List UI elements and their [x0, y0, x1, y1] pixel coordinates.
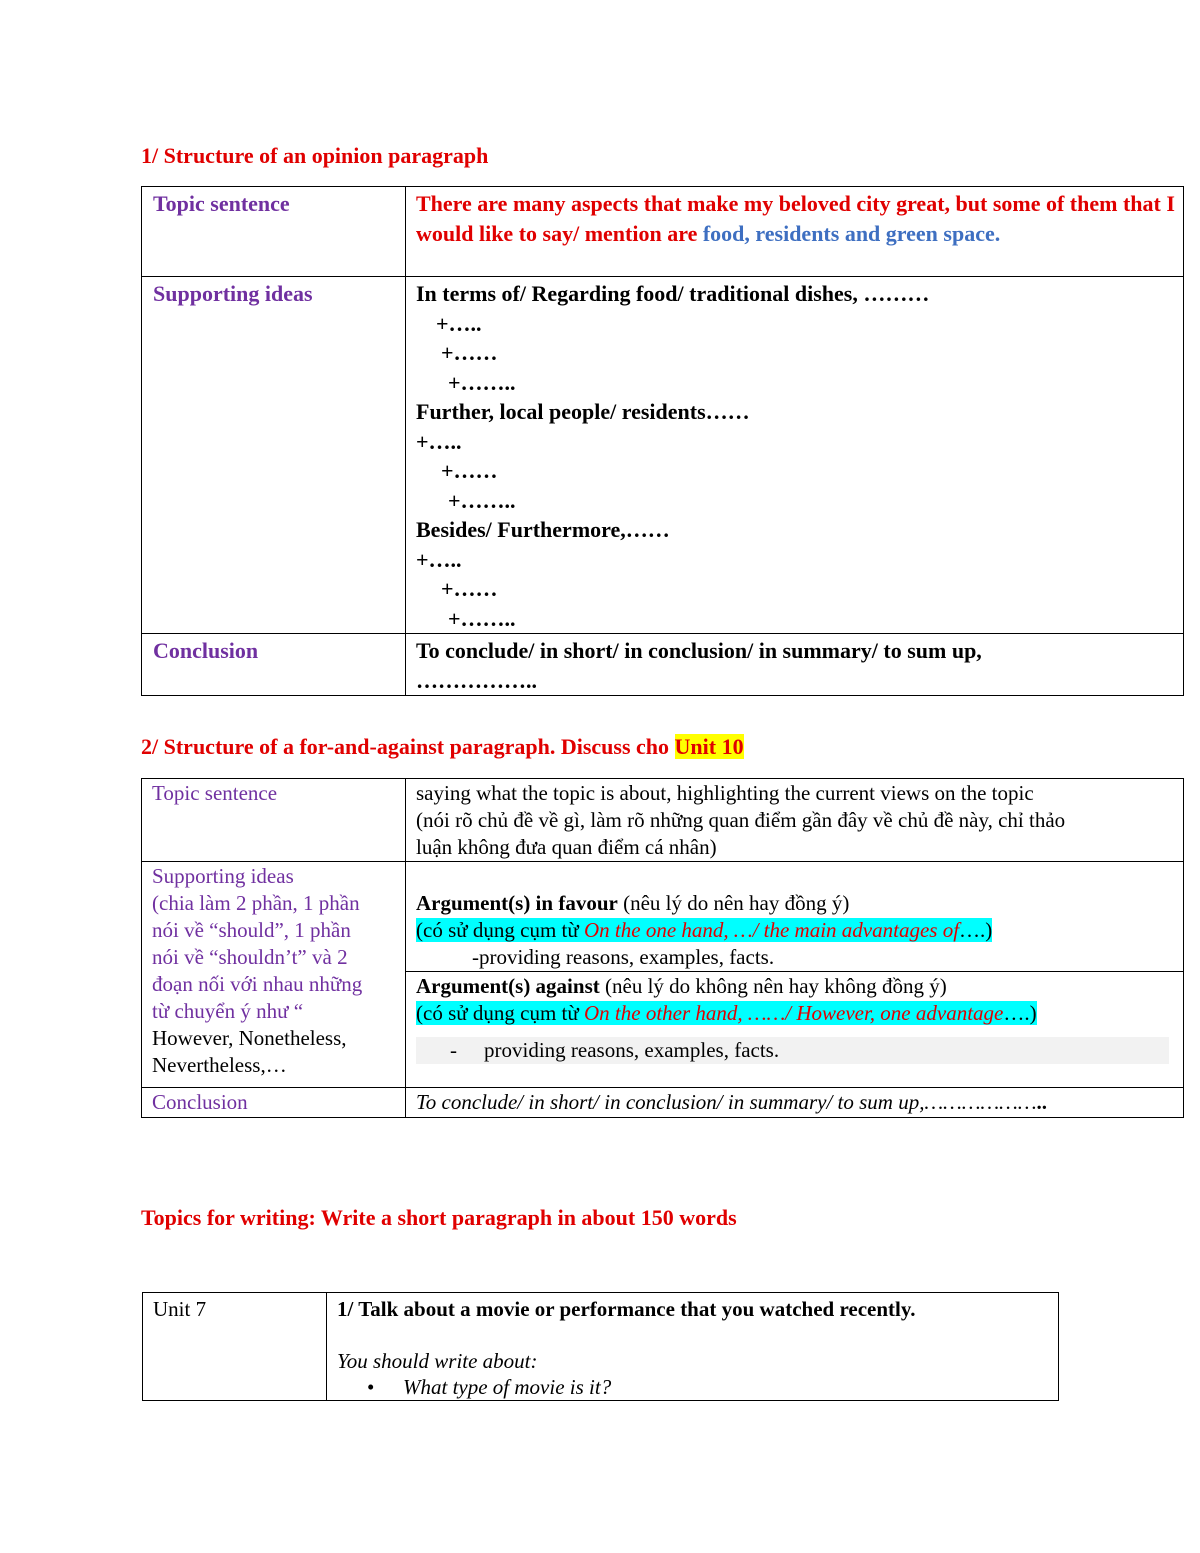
argument-favour-cell — [406, 862, 1184, 972]
list-item: +…… — [441, 458, 498, 483]
conclusion-end: .. — [1036, 1090, 1048, 1114]
label-line: However, Nonetheless, — [152, 1026, 347, 1050]
topic-line: (nói rõ chủ đề về gì, làm rõ những quan điểm gần đây về chủ đề này, chỉ thảo — [416, 808, 1066, 832]
favour-note: (nêu lý do nên hay đồng ý) — [617, 891, 850, 915]
list-item: +…… — [441, 576, 498, 601]
phrase-italic: On the one hand, …/ the main advantages of — [584, 918, 960, 942]
label-line: từ chuyển ý như “ — [152, 999, 304, 1023]
phrase-suffix: ….) — [1003, 1001, 1037, 1025]
conclusion-line: …………….. — [416, 667, 537, 693]
topic-sentence-red-text: There are many aspects that make my beloved city great, but some of them that I would like to say/ mention are — [416, 191, 1175, 246]
list-item: +…….. — [448, 487, 516, 513]
topic-line: luận không đưa quan điểm cá nhân) — [416, 835, 717, 859]
against-phrase — [416, 1001, 1037, 1025]
conclusion-label: Conclusion — [142, 634, 406, 696]
conclusion-label: Conclusion — [142, 1088, 406, 1118]
list-item: +….. — [416, 428, 462, 454]
against-phrase-line — [416, 1000, 1183, 1027]
label-line: nói về “should”, 1 phần — [152, 918, 351, 942]
table-row — [142, 187, 1184, 277]
phrase-suffix: ….) — [959, 918, 993, 942]
label-line: Supporting ideas — [152, 864, 294, 888]
opinion-structure-table — [141, 186, 1184, 696]
table-row — [142, 1088, 1184, 1118]
topic-cell — [327, 1293, 1059, 1401]
topic-sentence-label: Topic sentence — [142, 187, 406, 277]
topics-table — [142, 1292, 1059, 1401]
argument-against-cell — [406, 972, 1184, 1088]
section-3-heading: Topics for writing: Write a short paragraph in about 150 words — [141, 1205, 737, 1230]
list-item: +….. — [416, 546, 462, 572]
favour-reason: -providing reasons, examples, facts. — [472, 945, 775, 969]
against-reason-line — [416, 1037, 1169, 1064]
against-title-line — [416, 973, 1183, 1000]
table-row — [142, 862, 1184, 972]
conclusion-italic: To conclude/ in short/ in conclusion/ in summary/ to sum up,……………… — [416, 1090, 1037, 1114]
table-row — [142, 277, 1184, 634]
topic-title: 1/ Talk about a movie or performance that you watched recently. — [337, 1297, 916, 1321]
list-item: Besides/ Furthermore,…… — [416, 517, 670, 542]
supporting-ideas-text — [406, 277, 1184, 634]
reason-dash: - — [450, 1038, 457, 1062]
list-item: +…… — [441, 340, 498, 365]
topic-sentence-text — [406, 187, 1184, 277]
against-note: (nêu lý do không nên hay không đồng ý) — [599, 974, 947, 998]
table-row — [142, 634, 1184, 696]
unit-highlight: Unit 10 — [674, 734, 744, 759]
conclusion-text — [406, 1088, 1184, 1118]
list-item: +….. — [436, 310, 482, 336]
section-2-heading — [141, 734, 744, 760]
favour-phrase — [416, 918, 992, 942]
bullet-icon: • — [367, 1375, 375, 1399]
phrase-prefix: (có sử dụng cụm từ — [416, 918, 584, 942]
topic-sentence-label: Topic sentence — [142, 779, 406, 862]
topic-prompt: You should write about: — [337, 1349, 538, 1373]
unit-label: Unit 7 — [143, 1293, 327, 1401]
favour-phrase-line — [416, 917, 1183, 944]
for-against-structure-table — [141, 778, 1184, 1118]
table-row — [142, 779, 1184, 862]
list-item — [337, 1374, 1058, 1400]
label-line: đoạn nối với nhau những — [152, 972, 363, 996]
label-line: (chia làm 2 phần, 1 phần — [152, 891, 360, 915]
supporting-ideas-label: Supporting ideas — [142, 277, 406, 634]
section-2-heading-text: 2/ Structure of a for-and-against paragraph. Discuss cho — [141, 734, 675, 759]
list-item: In terms of/ Regarding food/ traditional dishes, ……… — [416, 281, 930, 306]
label-line: nói về “shouldn’t” và 2 — [152, 945, 348, 969]
phrase-prefix: (có sử dụng cụm từ — [416, 1001, 584, 1025]
conclusion-text — [406, 634, 1184, 696]
conclusion-line: To conclude/ in short/ in conclusion/ in summary/ to sum up, — [416, 638, 982, 663]
favour-title-line — [416, 890, 1183, 917]
topic-sentence-blue-text: food, residents and green space. — [702, 220, 1001, 246]
table-row — [143, 1293, 1059, 1401]
supporting-ideas-label — [142, 862, 406, 1088]
favour-title: Argument(s) in favour — [416, 891, 618, 915]
list-item: Further, local people/ residents…… — [416, 399, 750, 424]
list-item: +…….. — [448, 369, 516, 395]
phrase-italic: On the other hand, ……/ However, one advantage — [584, 1001, 1004, 1025]
topic-sentence-text — [406, 779, 1184, 862]
against-reason: providing reasons, examples, facts. — [484, 1038, 780, 1062]
bullet-text: What type of movie is it? — [403, 1375, 612, 1399]
section-1-heading: 1/ Structure of an opinion paragraph — [141, 143, 489, 168]
against-title: Argument(s) against — [416, 974, 600, 998]
list-item: +…….. — [448, 605, 516, 631]
label-line: Nevertheless,… — [152, 1053, 287, 1077]
topic-line: saying what the topic is about, highlighting the current views on the topic — [416, 781, 1034, 805]
